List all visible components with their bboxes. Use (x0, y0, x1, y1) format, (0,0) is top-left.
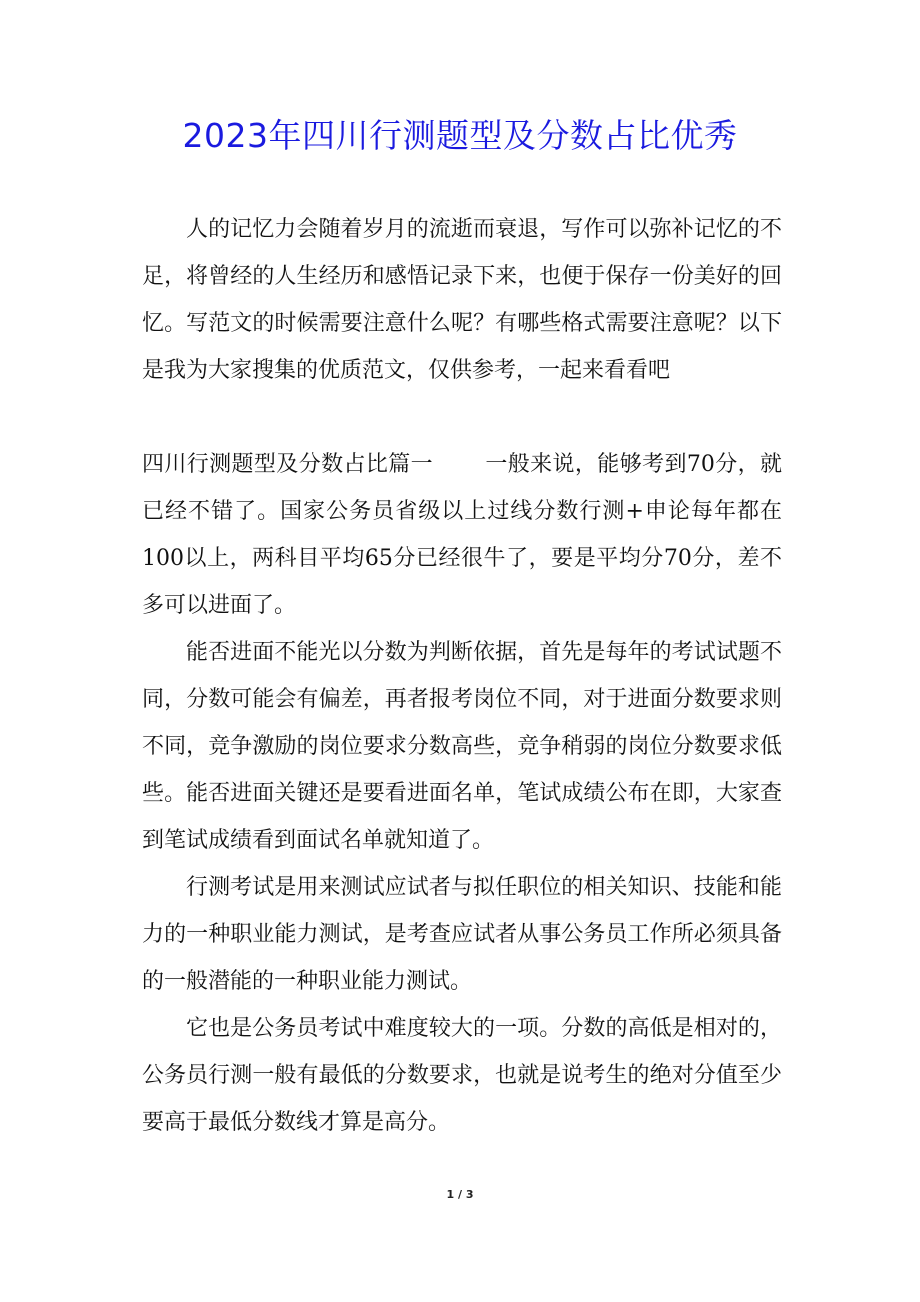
paragraph-gap (142, 394, 782, 441)
intro-paragraph: 人的记忆力会随着岁月的流逝而衰退，写作可以弥补记忆的不足，将曾经的人生经历和感悟记录下来，也便于保存一份美好的回忆。写范文的时候需要注意什么呢？有哪些格式需要注意呢？以下是我为大家搜集的优质范文，仅供参考，一起来看看吧 (142, 217, 782, 383)
section-one-paragraph (142, 441, 782, 629)
section-first-text: 一般来说，能够考到70分，就已经不错了。国家公务员省级以上过线分数行测+申论每年都在100以上，两科目平均65分已经很牛了，要是平均分70分，差不多可以进面了。 (142, 452, 782, 618)
document-body (142, 206, 782, 1146)
section-heading: 四川行测题型及分数占比篇一 (142, 452, 433, 477)
body-paragraph-3: 它也是公务员考试中难度较大的一项。分数的高低是相对的，公务员行测一般有最低的分数要求，也就是说考生的绝对分值至少要高于最低分数线才算是高分。 (142, 1016, 782, 1135)
document-title: 2023年四川行测题型及分数占比优秀 (182, 116, 738, 155)
body-paragraph-2: 行测考试是用来测试应试者与拟任职位的相关知识、技能和能力的一种职业能力测试，是考查应试者从事公务员工作所必须具备的一般潜能的一种职业能力测试。 (142, 875, 782, 994)
page-number: 1 / 3 (446, 1188, 474, 1201)
body-paragraph-1: 能否进面不能光以分数为判断依据，首先是每年的考试试题不同，分数可能会有偏差，再者报考岗位不同，对于进面分数要求则不同，竞争激励的岗位要求分数高些，竞争稍弱的岗位分数要求低些。能否进面关键还是要看进面名单，笔试成绩公布在即，大家查到笔试成绩看到面试名单就知道了。 (142, 640, 782, 853)
